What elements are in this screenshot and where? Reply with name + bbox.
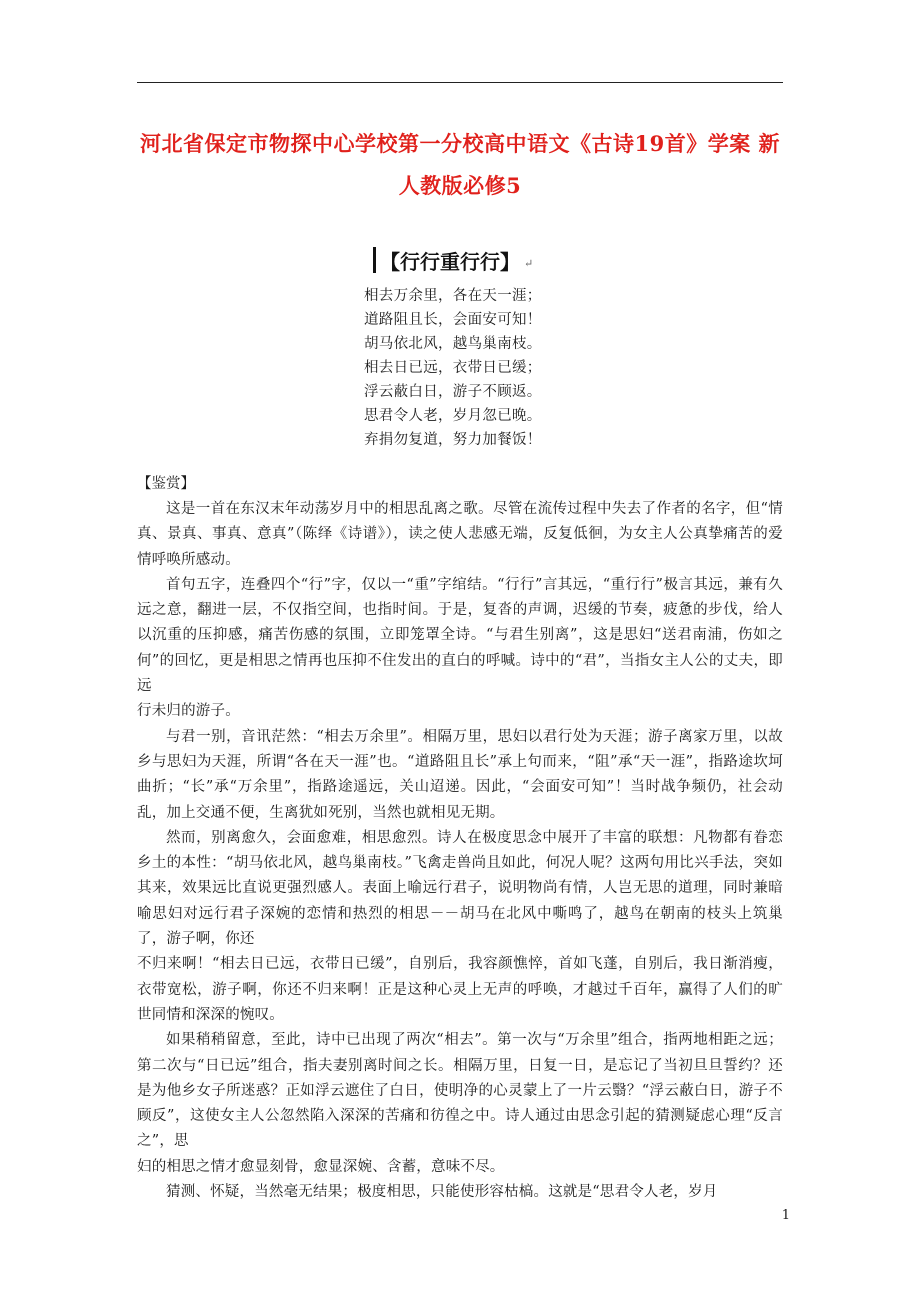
- poem-title-block: [373, 246, 533, 274]
- paragraph: 与君一别，音讯茫然：“相去万余里”。相隔万里，思妇以君行处为天涯；游子离家万里，以故乡与思妇为天涯，所谓“各在天一涯”也。“道路阻且长”承上句而来，“阻”承“天一涯”，指路途坎坷曲折；“长”承“万余里”，指路途遥远，关山迢递。因此，“会面安可知”！当时战争频仍，社会动乱，加上交通不便，生离犹如死别，当然也就相见无期。: [137, 728, 783, 821]
- appreciation-section: [137, 472, 783, 1205]
- poem-line: 弃捐勿复道，努力加餐饭！: [364, 432, 542, 448]
- section-label: 【鉴赏】: [137, 476, 195, 492]
- paragraph-continuation: 行未归的游子。: [137, 703, 240, 720]
- paragraph: 然而，别离愈久，会面愈难，相思愈烈。诗人在极度思念中展开了丰富的联想：凡物都有眷恋乡土的本性：“胡马依北风，越鸟巢南枝。”飞禽走兽尚且如此，何况人呢？这两句用比兴手法，突如其来，效果远比直说更强烈感人。表面上喻远行君子，说明物尚有情，人岂无思的道理，同时兼暗喻思妇对远行君子深婉的恋情和热烈的相思－－胡马在北风中嘶鸣了，越鸟在朝南的枝头上筑巢了，游子啊，你还: [137, 829, 783, 948]
- paragraph: 如果稍稍留意，至此，诗中已出现了两次“相去”。第一次与“万余里”组合，指两地相距之远；第二次与“日已远”组合，指夫妻别离时间之长。相隔万里，日复一日，是忘记了当初旦旦誓约？还是为他乡女子所迷惑？正如浮云遮住了白日，使明净的心灵蒙上了一片云翳？“浮云蔽白日，游子不顾反”，这使女主人公忽然陷入深深的苦痛和彷徨之中。诗人通过由思念引起的猜测疑虑心理“反言之”，思: [137, 1032, 783, 1150]
- page-number: 1: [781, 1208, 790, 1223]
- paragraph: 首句五字，连叠四个“行”字，仅以一“重”字绾结。“行行”言其远，“重行行”极言其远，兼有久远之意，翻进一层，不仅指空间，也指时间。于是，复沓的声调，迟缓的节奏，疲惫的步伐，给人以沉重的压抑感，痛苦伤感的氛围，立即笼罩全诗。“与君生别离”，这是思妇“送君南浦，伤如之何”的回忆，更是相思之情再也压抑不住发出的直白的呼喊。诗中的“君”，当指女主人公的丈夫，即远: [137, 576, 783, 695]
- document-title-line-1: 河北省保定市物探中心学校第一分校高中语文《古诗19首》学案 新: [139, 131, 781, 156]
- paragraph-return-icon: ↵: [524, 256, 534, 270]
- paragraph: 这是一首在东汉末年动荡岁月中的相思乱离之歌。尽管在流传过程中失去了作者的名字，但“情真、景真、事真、意真”（陈绎《诗谱》），读之使人悲感无端，反复低徊，为女主人公真挚痛苦的爱情呼唤所感动。: [137, 501, 783, 568]
- poem-title-bar: [373, 247, 376, 273]
- header-rule: [137, 82, 783, 83]
- poem-line: 思君令人老，岁月忽已晚。: [364, 408, 542, 424]
- paragraph-continuation: 妇的相思之情才愈显刻骨，愈显深婉、含蓄，意味不尽。: [137, 1158, 505, 1175]
- paragraph: 猜测、怀疑，当然毫无结果；极度相思，只能使形容枯槁。这就是“思君令人老，岁月: [166, 1184, 718, 1201]
- poem-line: 胡马依北风，越鸟巢南枝。: [364, 336, 542, 352]
- poem-title: 【行行重行行】: [380, 249, 520, 274]
- document-title-line-2: 人教版必修5: [398, 173, 522, 198]
- paragraph-continuation: 不归来啊！“相去日已远，衣带日已缓”，自别后，我容颜憔悴，首如飞蓬，自别后，我日渐消瘦，衣带宽松，游子啊，你还不归来啊！正是这种心灵上无声的呼唤，才越过千百年，赢得了人们的旷世同情和深深的惋叹。: [137, 956, 783, 1023]
- poem-line: 相去日已远，衣带日已缓；: [364, 360, 542, 376]
- poem-line: 相去万余里，各在天一涯；: [364, 288, 542, 304]
- poem-body: [364, 284, 542, 452]
- poem-line: 道路阻且长，会面安可知！: [364, 312, 542, 328]
- poem-line: 浮云蔽白日，游子不顾返。: [364, 384, 542, 400]
